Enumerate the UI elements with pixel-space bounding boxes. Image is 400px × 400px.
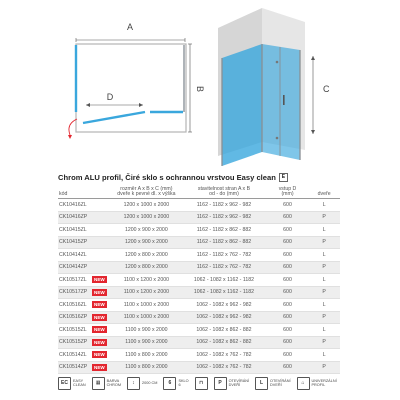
cell-rozmer: 1100 x 1000 x 2000 bbox=[112, 311, 182, 324]
cell-vstup: 600 bbox=[267, 324, 309, 337]
plan-view-diagram bbox=[68, 22, 205, 139]
header-vstup: vstup D (mm) bbox=[267, 183, 309, 199]
cell-vstup: 600 bbox=[267, 336, 309, 349]
product-code: CK10514ZP bbox=[59, 364, 88, 371]
cell-kod bbox=[58, 311, 112, 324]
cell-stav: 1162 - 1182 x 762 - 782 bbox=[181, 261, 267, 274]
cell-rozmer: 1100 x 800 x 2000 bbox=[112, 361, 182, 374]
cell-dvere: P bbox=[308, 361, 340, 374]
cell-dvere: P bbox=[308, 236, 340, 249]
table-row bbox=[58, 249, 340, 262]
cell-stav: 1162 - 1182 x 862 - 882 bbox=[181, 236, 267, 249]
cell-dvere: P bbox=[308, 286, 340, 299]
glass-icon: 6 bbox=[163, 377, 176, 390]
cell-kod bbox=[58, 249, 112, 262]
cell-vstup: 600 bbox=[267, 286, 309, 299]
product-code: CK10516ZP bbox=[59, 314, 88, 321]
feature-item bbox=[297, 370, 337, 396]
cell-vstup: 600 bbox=[267, 299, 309, 312]
cell-rozmer: 1100 x 800 x 2000 bbox=[112, 349, 182, 362]
cell-stav: 1062 - 1082 x 762 - 782 bbox=[181, 349, 267, 362]
cell-kod bbox=[58, 349, 112, 362]
easy-clean-icon: EC bbox=[58, 377, 71, 390]
feature-icons-legend bbox=[58, 370, 358, 396]
new-badge: NEW bbox=[94, 364, 105, 370]
table-row bbox=[58, 261, 340, 274]
product-code: CK10515ZL bbox=[59, 326, 87, 333]
cell-vstup: 600 bbox=[267, 199, 309, 212]
table-row bbox=[58, 286, 340, 299]
cell-stav: 1062 - 1082 x 762 - 782 bbox=[181, 361, 267, 374]
table-row bbox=[58, 311, 340, 324]
cell-stav: 1062 - 1082 x 862 - 882 bbox=[181, 324, 267, 337]
product-code: CK10414ZL bbox=[59, 251, 87, 258]
shower-diagrams bbox=[0, 0, 400, 170]
cell-dvere: L bbox=[308, 199, 340, 212]
header-dvere: dveře bbox=[308, 183, 340, 199]
cell-rozmer: 1100 x 900 x 2000 bbox=[112, 336, 182, 349]
feature-item bbox=[58, 370, 86, 396]
new-badge: NEW bbox=[94, 277, 105, 282]
feature-label: EASY CLEAN bbox=[73, 378, 86, 387]
table-row bbox=[58, 349, 340, 362]
product-code: CK10515ZP bbox=[59, 339, 88, 346]
feature-item bbox=[255, 370, 290, 396]
product-code: CK10517ZL bbox=[59, 276, 87, 283]
table-row bbox=[58, 224, 340, 237]
cell-rozmer: 1100 x 1000 x 2000 bbox=[112, 299, 182, 312]
cell-dvere: L bbox=[308, 299, 340, 312]
feature-item bbox=[127, 370, 157, 396]
cell-rozmer: 1200 x 1000 x 2000 bbox=[112, 199, 182, 212]
cell-vstup: 600 bbox=[267, 361, 309, 374]
feature-label: SKLO 6 bbox=[178, 378, 189, 387]
cell-kod bbox=[58, 236, 112, 249]
product-code: CK10514ZL bbox=[59, 351, 87, 358]
cell-rozmer: 1200 x 1000 x 2000 bbox=[112, 211, 182, 224]
cell-rozmer: 1100 x 1200 x 2000 bbox=[112, 286, 182, 299]
dimension-label-a: A bbox=[126, 22, 134, 32]
feature-item bbox=[214, 370, 249, 396]
feature-item bbox=[92, 370, 121, 396]
new-badge: NEW bbox=[94, 327, 105, 332]
right-door-icon: P bbox=[214, 377, 227, 390]
cell-dvere: P bbox=[308, 211, 340, 224]
cell-dvere: P bbox=[308, 311, 340, 324]
cell-kod bbox=[58, 324, 112, 337]
product-code: CK10415ZP bbox=[59, 239, 88, 246]
new-badge: NEW bbox=[94, 314, 105, 320]
product-title-row bbox=[58, 172, 358, 182]
cell-stav: 1062 - 1082 x 1162 - 1182 bbox=[181, 286, 267, 299]
table-row bbox=[58, 199, 340, 212]
dimension-label-b: B bbox=[195, 86, 205, 93]
dimension-label-c: C bbox=[323, 84, 330, 94]
feature-label: BARVA CHROM bbox=[106, 378, 122, 387]
product-code: CK10416ZP bbox=[59, 214, 88, 221]
table-row bbox=[58, 336, 340, 349]
table-row bbox=[58, 236, 340, 249]
table-row bbox=[58, 299, 340, 312]
product-code: CK10517ZP bbox=[59, 289, 88, 296]
3d-view-diagram bbox=[218, 8, 330, 166]
table-header-row bbox=[58, 183, 340, 199]
cell-rozmer: 1200 x 900 x 2000 bbox=[112, 236, 182, 249]
cell-rozmer: 1200 x 900 x 2000 bbox=[112, 224, 182, 237]
cell-stav: 1062 - 1082 x 862 - 882 bbox=[181, 336, 267, 349]
cell-rozmer: 1100 x 1200 x 2000 bbox=[112, 274, 182, 287]
cell-rozmer: 1200 x 800 x 2000 bbox=[112, 249, 182, 262]
cell-dvere: L bbox=[308, 349, 340, 362]
cell-stav: 1162 - 1182 x 762 - 782 bbox=[181, 249, 267, 262]
dimension-label-d: D bbox=[106, 92, 114, 102]
cell-stav: 1062 - 1082 x 962 - 982 bbox=[181, 311, 267, 324]
new-badge: NEW bbox=[94, 302, 105, 307]
cell-vstup: 600 bbox=[267, 349, 309, 362]
table-row bbox=[58, 211, 340, 224]
cell-stav: 1162 - 1182 x 962 - 982 bbox=[181, 199, 267, 212]
new-badge: NEW bbox=[94, 339, 105, 345]
cell-vstup: 600 bbox=[267, 261, 309, 274]
table-row bbox=[58, 274, 340, 287]
new-badge: NEW bbox=[94, 352, 105, 357]
product-title: Chrom ALU profil, Čiré sklo s ochrannou vrstvou Easy clean bbox=[58, 172, 276, 182]
feature-label: OTEVÍRÁNÍ DVEŘÍ bbox=[270, 378, 291, 387]
cell-vstup: 600 bbox=[267, 311, 309, 324]
cell-rozmer: 1100 x 900 x 2000 bbox=[112, 324, 182, 337]
left-door-icon: L bbox=[255, 377, 268, 390]
product-code: CK10516ZL bbox=[59, 301, 87, 308]
cell-rozmer: 1200 x 800 x 2000 bbox=[112, 261, 182, 274]
cell-dvere: L bbox=[308, 274, 340, 287]
feature-item bbox=[163, 370, 188, 396]
cell-stav: 1062 - 1082 x 962 - 982 bbox=[181, 299, 267, 312]
height-icon: ↕ bbox=[127, 377, 140, 390]
chrome-color-icon: ▦ bbox=[92, 377, 105, 390]
header-kod: kód bbox=[58, 183, 112, 199]
feature-label: OTEVÍRÁNÍ DVEŘÍ bbox=[228, 378, 250, 387]
cell-kod bbox=[58, 211, 112, 224]
header-stavitelnost: stavitelnost stran A x B od - do (mm) bbox=[181, 183, 267, 199]
cell-kod bbox=[58, 274, 112, 287]
product-code: CK10416ZL bbox=[59, 201, 87, 208]
cell-dvere: P bbox=[308, 261, 340, 274]
cell-kod bbox=[58, 286, 112, 299]
cell-vstup: 600 bbox=[267, 211, 309, 224]
new-badge: NEW bbox=[94, 289, 105, 295]
cell-kod bbox=[58, 261, 112, 274]
cell-vstup: 600 bbox=[267, 236, 309, 249]
cell-kod bbox=[58, 199, 112, 212]
fitting-icon: ⌂ bbox=[297, 377, 310, 390]
header-rozmer: rozměr A x B x C (mm) dveře k pevné dl. x výška bbox=[112, 183, 182, 199]
cell-dvere: L bbox=[308, 249, 340, 262]
cell-dvere: P bbox=[308, 336, 340, 349]
cell-stav: 1162 - 1182 x 862 - 882 bbox=[181, 224, 267, 237]
cell-kod bbox=[58, 224, 112, 237]
cell-kod bbox=[58, 299, 112, 312]
feature-label: 2000 CM bbox=[142, 380, 158, 385]
feature-item bbox=[195, 370, 208, 396]
easy-clean-badge-icon: E bbox=[279, 173, 288, 182]
cell-stav: 1062 - 1082 x 1162 - 1182 bbox=[181, 274, 267, 287]
cell-dvere: L bbox=[308, 224, 340, 237]
product-code: CK10415ZL bbox=[59, 226, 87, 233]
table-row bbox=[58, 324, 340, 337]
cell-stav: 1162 - 1182 x 962 - 982 bbox=[181, 211, 267, 224]
specification-table bbox=[58, 183, 340, 374]
cell-dvere: L bbox=[308, 324, 340, 337]
cell-kod bbox=[58, 336, 112, 349]
cell-vstup: 600 bbox=[267, 224, 309, 237]
feature-label: UNIVERZÁLNÍ PROFIL bbox=[311, 378, 337, 387]
cell-vstup: 600 bbox=[267, 274, 309, 287]
door-icon: ⊓ bbox=[195, 377, 208, 390]
product-code: CK10414ZP bbox=[59, 264, 88, 271]
cell-vstup: 600 bbox=[267, 249, 309, 262]
